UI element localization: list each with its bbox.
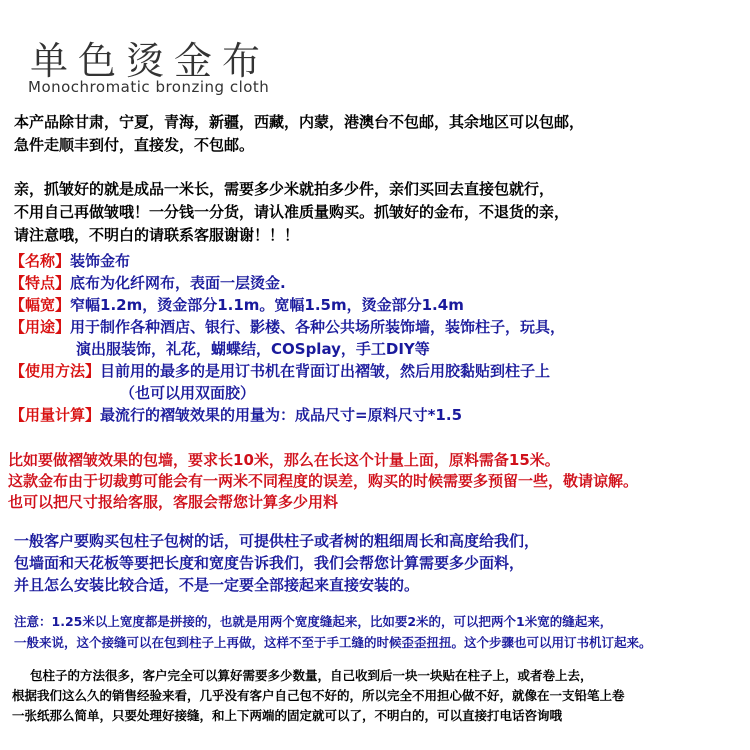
note-text-1: 1.25米以上宽度都是拼接的，也就是用两个宽度缝起来，比如要2米的，可以把两个1米宽的缝起来， [51,614,613,629]
note-line-1 [14,611,750,632]
purchase-notice [14,178,750,247]
spec-use-value: 用于制作各种酒店、银行、影楼、各种公共场所装饰墙，装饰柱子，玩具， [70,318,566,336]
spec-name-value: 装饰金布 [70,252,131,270]
note-line-2: 一般来说，这个接缝可以在包到柱子上再做，这样不至于手工缝的时候歪歪扭扭。这个步骤也可以用订书机订起来。 [14,635,652,650]
shipping-policy [14,111,750,157]
spec-width [10,294,750,316]
spec-use-cont [10,338,750,360]
spec-feature [10,272,750,294]
spec-calc-label: 【用量计算】 [10,406,101,424]
spec-name [10,250,750,272]
notice-line: 不用自己再做皱哦！一分钱一分货，请认准质量购买。抓皱好的金布，不退货的亲， [14,203,570,221]
page-subtitle: Monochromatic bronzing cloth [28,78,270,96]
spec-calc-value: 最流行的褶皱效果的用量为：成品尺寸=原料尺寸*1.5 [100,406,463,424]
example-line: 也可以把尺寸报给客服，客服会帮您计算多少用料 [8,493,339,511]
spec-use [10,316,750,338]
spec-feature-value: 底布为化纤网布，表面一层烫金. [70,274,286,292]
shipping-line: 本产品除甘肃，宁夏，青海，新疆，西藏，内蒙，港澳台不包邮，其余地区可以包邮， [14,113,585,131]
help-line: 并且怎么安装比较合适，不是一定要全部接起来直接安装的。 [14,576,420,594]
usage-example [8,450,750,513]
spec-method-label: 【使用方法】 [10,362,101,380]
help-line: 包墙面和天花板等要把长度和宽度告诉我们，我们会帮您计算需要多少面料， [14,554,525,572]
spec-method [10,360,750,382]
spec-use-value-2: 演出服装饰，礼花，蝴蝶结，COSplay，手工DIY等 [76,340,430,358]
spec-calc [10,404,750,426]
notice-line: 亲，抓皱好的就是成品一米长，需要多少米就拍多少件，亲们买回去直接包就行， [14,180,555,198]
spec-width-value: 窄幅1.2m，烫金部分1.1m。宽幅1.5m，烫金部分1.4m [70,296,464,314]
note-label: 注意： [14,614,52,629]
column-help [14,530,750,596]
note-section [14,611,750,653]
tips-line: 包柱子的方法很多，客户完全可以算好需要多少数量，自己收到后一块一块贴在柱子上，或者卷上去， [30,668,593,683]
page-title: 单色烫金布 [30,39,271,83]
spec-method-cont [10,382,750,404]
tips-line: 根据我们这么久的销售经验来看，几乎没有客户自己包不好的，所以完全不用担心做不好，就像在一支铅笔上卷 [12,688,625,703]
help-line: 一般客户要购买包柱子包树的话，可提供柱子或者树的粗细周长和高度给我们， [14,532,540,550]
spec-name-label: 【名称】 [10,252,71,270]
spec-method-value: 目前用的最多的是用订书机在背面订出褶皱，然后用胶黏贴到柱子上 [100,362,551,380]
tips-line: 一张纸那么简单，只要处理好接缝，和上下两端的固定就可以了，不明白的，可以直接打电话咨询哦 [12,708,563,723]
shipping-line: 急件走顺丰到付，直接发，不包邮。 [14,136,255,154]
spec-use-label: 【用途】 [10,318,71,336]
spec-method-value-2: （也可以用双面胶） [120,384,256,402]
product-specs [10,250,750,426]
example-line: 这款金布由于切裁剪可能会有一两米不同程度的误差，购买的时候需要多预留一些，敬请谅解。 [8,472,639,490]
notice-line: 请注意哦，不明白的请联系客服谢谢！！！ [14,226,300,244]
spec-width-label: 【幅宽】 [10,296,71,314]
spec-feature-label: 【特点】 [10,274,71,292]
example-line: 比如要做褶皱效果的包墙，要求长10米，那么在长这个计量上面，原料需备15米。 [8,451,560,469]
wrapping-tips [12,666,750,726]
